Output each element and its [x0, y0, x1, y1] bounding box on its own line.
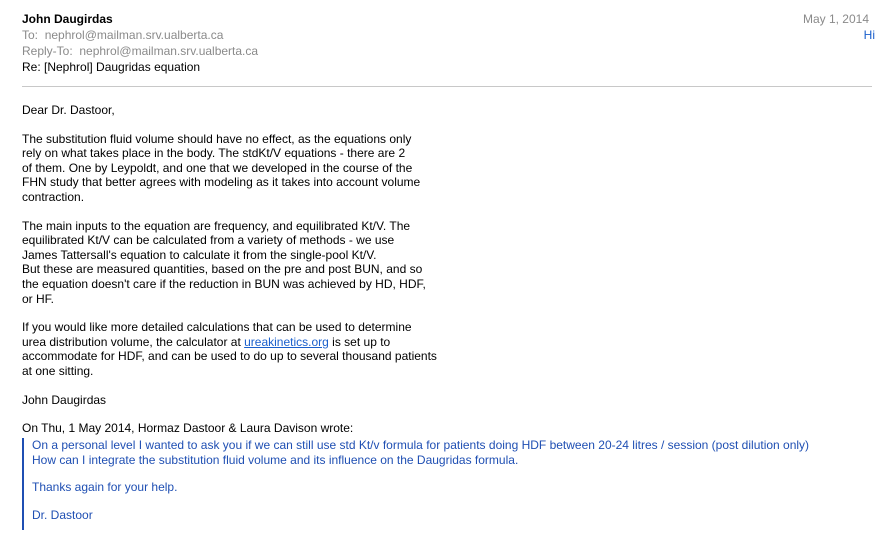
header-divider [22, 86, 872, 87]
quote-attribution: On Thu, 1 May 2014, Hormaz Dastoor & Laura Davison wrote: [22, 421, 354, 436]
quoted-message [22, 438, 852, 530]
ureakinetics-link[interactable]: ureakinetics.org [244, 334, 329, 349]
quote-paragraph-2: Thanks again for your help. [32, 480, 178, 495]
paragraph-3 [22, 320, 462, 378]
paragraph-1: The substitution fluid volume should have no effect, as the equations only rely on what takes place in the body. The stdKt/V equations - there are 2 of them. One by Leypoldt, and one that we developed in the course of the FHN study that better agrees with modeling as it takes into account volume contraction. [22, 131, 421, 204]
paragraph-2: The main inputs to the equation are frequency, and equilibrated Kt/V. The equilibrated Kt/V can be calculated from a variety of methods - we use James Tattersall's equation to calculate it from the single-pool Kt/V. But these are measured quantities, based on the pre and post BUN, and so the equation doesn't care if the reduction in BUN was achieved by HD, HDF, or HF. [22, 218, 426, 306]
hide-details-link[interactable]: Hi [863, 28, 875, 42]
quote-paragraph-3: Dr. Dastoor [32, 507, 93, 522]
paragraph-3-start: If you would like more detailed calculations that can be used to determine urea distribution volume, the calculator at [22, 320, 412, 349]
greeting: Dear Dr. Dastoor, [22, 103, 115, 117]
reply-to-address[interactable]: nephrol@mailman.srv.ualberta.ca [79, 44, 259, 58]
signature: John Daugirdas [22, 392, 107, 407]
reply-to-line [22, 43, 258, 59]
message-date: May 1, 2014 [802, 12, 869, 26]
subject-line: Re: [Nephrol] Daugridas equation [22, 60, 201, 74]
message-body [22, 103, 462, 450]
to-label: To: [22, 28, 39, 42]
sender-name[interactable]: John Daugirdas [22, 12, 113, 26]
to-line [22, 27, 258, 43]
paragraph-3-end: is set up to accommodate for HDF, and can be used to do up to several thousand patients at one sitting. [22, 334, 437, 378]
to-address[interactable]: nephrol@mailman.srv.ualberta.ca [44, 28, 224, 42]
reply-to-label: Reply-To: [22, 44, 73, 58]
quote-paragraph-1: On a personal level I wanted to ask you if we can still use std Kt/v formula for patients doing HDF between 20-24 litres / session (post dilution only) How can I integrate the substitution fluid volume and its influence on the Daugridas formula. [32, 438, 810, 467]
message-header [22, 11, 258, 75]
